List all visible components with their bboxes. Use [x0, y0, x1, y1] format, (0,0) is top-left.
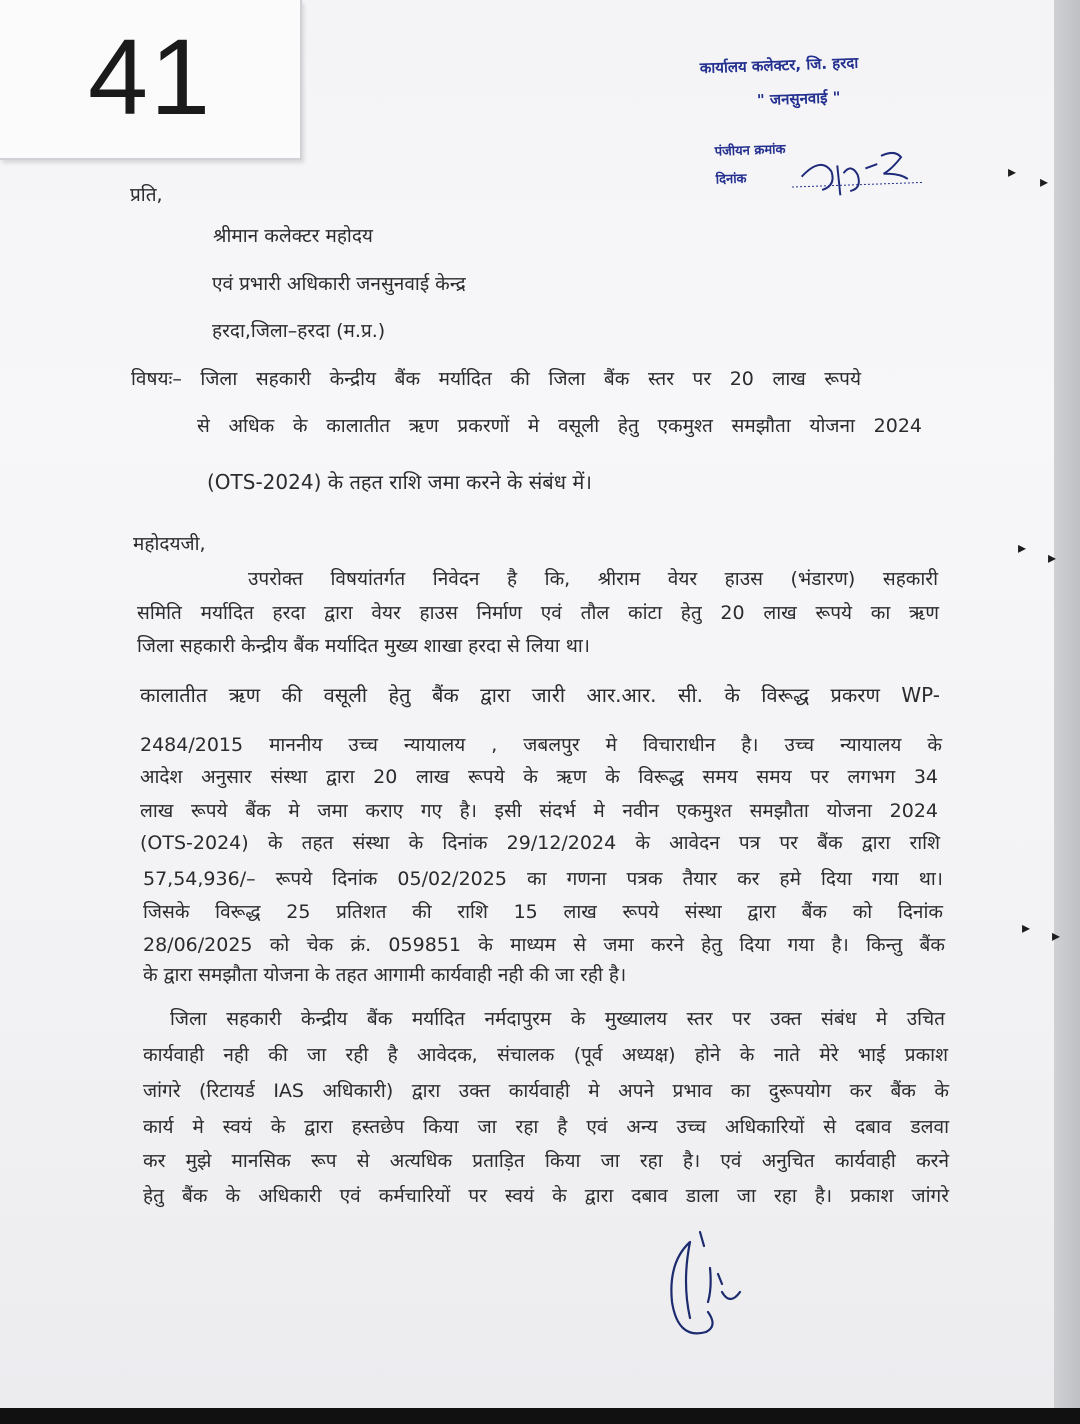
- margin-mark: ▸: [1048, 548, 1057, 567]
- para2-line-8: 28/06/2025 को चेक क्रं. 059851 के माध्यम से जमा करने हेतु दिया गया है। किन्तु बैंक: [143, 934, 945, 956]
- para3-line-6: हेतु बैंक के अधिकारी एवं कर्मचारियों पर स्वयं के द्वारा दबाव डाला जा रहा है। प्रकाश जांगरे: [143, 1185, 949, 1207]
- para2-line-9: के द्वारा समझौता योजना के तहत आगामी कार्यवाही नही की जा रही है।: [143, 964, 627, 986]
- margin-mark: ▸: [1018, 538, 1027, 557]
- stamp-jansunwai-line: " जनसुनवाई ": [756, 88, 841, 110]
- stamp-registration-line: पंजीयन क्रमांक: [714, 142, 786, 160]
- para2-line-2: 2484/2015 माननीय उच्च न्यायालय , जबलपुर मे विचाराधीन है। उच्च न्यायालय के: [140, 734, 942, 756]
- to-label: प्रति,: [130, 184, 163, 206]
- para3-line-4: कार्य मे स्वयं के द्वारा हस्तछेप किया जा रहा है एवं अन्य उच्च अधिकारियों से दबाव डलवा: [143, 1116, 949, 1138]
- stamp-office-line: कार्यालय कलेक्टर, जि. हरदा: [699, 53, 859, 78]
- margin-mark: ▸: [1040, 172, 1049, 191]
- photo-bottom-edge: [0, 1408, 1080, 1424]
- page-edge: [1054, 0, 1080, 1408]
- para1-line-2: समिति मर्यादित हरदा द्वारा वेयर हाउस निर्माण एवं तौल कांटा हेतु 20 लाख रूपये का ऋण: [137, 602, 939, 624]
- margin-mark: ▸: [1008, 162, 1017, 181]
- addressee-line-2: एवं प्रभारी अधिकारी जनसुनवाई केन्द्र: [212, 273, 466, 295]
- para3-line-2: कार्यवाही नही की जा रही है आवेदक, संचालक (पूर्व अध्यक्ष) होने के नाते मेरे भाई प्रकाश: [143, 1044, 948, 1066]
- para3-line-1: जिला सहकारी केन्द्रीय बैंक मर्यादित नर्मदापुरम के मुख्यालय स्तर पर उक्त संबंध मे उचित: [170, 1008, 945, 1030]
- para3-line-3: जांगरे (रिटायर्ड IAS अधिकारी) द्वारा उक्त कार्यवाही मे अपने प्रभाव का दुरूपयोग कर बैंक के: [143, 1080, 949, 1102]
- greeting: महोदयजी,: [133, 533, 206, 555]
- para2-line-1: कालातीत ऋण की वसूली हेतु बैंक द्वारा जारी आर.आर. सी. के विरूद्ध प्रकरण WP-: [140, 683, 940, 707]
- para2-line-7: जिसके विरूद्ध 25 प्रतिशत की राशि 15 लाख रूपये संस्था द्वारा बैंक को दिनांक: [143, 901, 943, 923]
- stamp-date-line: दिनांक: [715, 171, 747, 188]
- para1-line-3: जिला सहकारी केन्द्रीय बैंक मर्यादित मुख्य शाखा हरदा से लिया था।: [137, 635, 590, 657]
- subject-line-1: विषयः– जिला सहकारी केन्द्रीय बैंक मर्यादित की जिला बैंक स्तर पर 20 लाख रूपये: [131, 368, 861, 390]
- subject-line-2: से अधिक के कालातीत ऋण प्रकरणों मे वसूली हेतु एकमुश्त समझौता योजना 2024: [197, 415, 922, 437]
- file-number: 41: [88, 16, 213, 137]
- file-number-tag: [0, 0, 302, 160]
- stamp-handwriting-icon: [791, 142, 933, 207]
- para2-line-3: आदेश अनुसार संस्था द्वारा 20 लाख रूपये के ऋण के विरूद्ध समय समय पर लगभग 34: [140, 766, 938, 788]
- para2-line-5: (OTS-2024) के तहत संस्था के दिनांक 29/12/2024 के आवेदन पत्र पर बैंक द्वारा राशि: [140, 832, 940, 854]
- para2-line-4: लाख रूपये बैंक मे जमा कराए गए है। इसी संदर्भ मे नवीन एकमुश्त समझौता योजना 2024: [140, 800, 938, 822]
- signature-icon: [660, 1222, 780, 1352]
- para3-line-5: कर मुझे मानसिक रूप से अत्यधिक प्रताड़ित किया जा रहा है। एवं अनुचित कार्यवाही करने: [143, 1150, 949, 1172]
- margin-mark: ▸: [1022, 918, 1031, 937]
- addressee-line-1: श्रीमान कलेक्टर महोदय: [213, 225, 373, 247]
- margin-mark: ▸: [1052, 926, 1061, 945]
- para2-line-6: 57,54,936/– रूपये दिनांक 05/02/2025 का गणना पत्रक तैयार कर हमे दिया गया था।: [143, 868, 943, 890]
- subject-line-3: (OTS-2024) के तहत राशि जमा करने के संबंध में।: [207, 470, 592, 494]
- receipt-stamp: [697, 50, 942, 208]
- para1-line-1: उपरोक्त विषयांतर्गत निवेदन है कि, श्रीराम वेयर हाउस (भंडारण) सहकारी: [248, 568, 938, 590]
- addressee-line-3: हरदा,जिला–हरदा (म.प्र.): [212, 320, 386, 342]
